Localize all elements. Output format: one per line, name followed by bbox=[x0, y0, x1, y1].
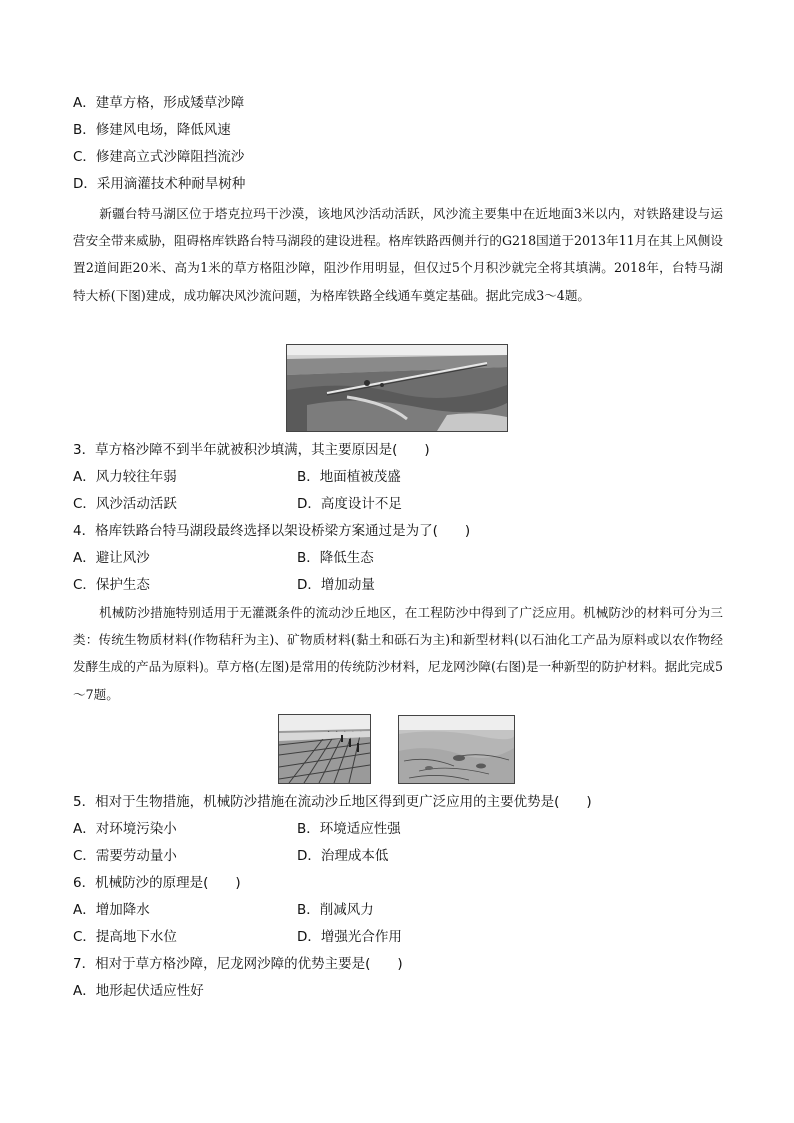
q7-option-a: A．地形起伏适应性好 bbox=[73, 983, 204, 999]
q2-option-a: A．建草方格，形成矮草沙障 bbox=[73, 95, 245, 111]
passage-mechanical-sand-control-text: 机械防沙措施特别适用于无灌溉条件的流动沙丘地区，在工程防沙中得到了广泛应用。机械防沙的材料可分为三类：传统生物质材料(作物秸秆为主)、矿物质材料(黏土和砾石为主)和新型材料(以石油化工产品为原料或以农作物经发酵生成的产品为原料)。草方格(左图)是常用的传统防沙材料，尼龙网沙障(右图)是一种新型的防护材料。据此完成5～7题。 bbox=[73, 605, 723, 702]
q5-option-d: D．治理成本低 bbox=[297, 848, 389, 864]
q5-option-b: B．环境适应性强 bbox=[297, 821, 401, 837]
bridge-photo bbox=[286, 344, 508, 432]
passage-mechanical-sand-control bbox=[73, 599, 723, 708]
q6-option-a: A．增加降水 bbox=[73, 902, 150, 918]
q6-stem: 6．机械防沙的原理是( ) bbox=[73, 875, 241, 891]
q2-option-c: C．修建高立式沙障阻挡流沙 bbox=[73, 149, 245, 165]
q4-option-d: D．增加动量 bbox=[297, 577, 375, 593]
q3-option-c: C．风沙活动活跃 bbox=[73, 496, 177, 512]
nylon-net-barrier-photo bbox=[398, 715, 515, 784]
q2-option-b: B．修建风电场，降低风速 bbox=[73, 122, 231, 138]
q6-option-c: C．提高地下水位 bbox=[73, 929, 177, 945]
q3-option-a: A．风力较往年弱 bbox=[73, 469, 177, 485]
q6-option-b: B．削减风力 bbox=[297, 902, 374, 918]
q5-option-a: A．对环境污染小 bbox=[73, 821, 177, 837]
passage-taitema-lake bbox=[73, 200, 723, 309]
q6-option-d: D．增强光合作用 bbox=[297, 929, 402, 945]
q3-option-b: B．地面植被茂盛 bbox=[297, 469, 401, 485]
passage-taitema-lake-text: 新疆台特马湖区位于塔克拉玛干沙漠，该地风沙活动活跃，风沙流主要集中在近地面3米以内，对铁路建设与运营安全带来威胁，阻碍格库铁路台特马湖段的建设进程。格库铁路西侧并行的G218国道于2013年11月在其上风侧设置2道间距20米、高为1米的草方格阻沙障，阻沙作用明显，但仅过5个月积沙就完全将其填满。2018年，台特马湖特大桥(下图)建成，成功解决风沙流问题，为格库铁路全线通车奠定基础。据此完成3～4题。 bbox=[73, 206, 723, 303]
straw-checkerboard-photo bbox=[278, 714, 371, 784]
q5-option-c: C．需要劳动量小 bbox=[73, 848, 177, 864]
q4-stem: 4．格库铁路台特马湖段最终选择以架设桥梁方案通过是为了( ) bbox=[73, 523, 471, 539]
q4-option-b: B．降低生态 bbox=[297, 550, 374, 566]
q3-stem: 3．草方格沙障不到半年就被积沙填满，其主要原因是( ) bbox=[73, 442, 430, 458]
q4-option-a: A．避让风沙 bbox=[73, 550, 150, 566]
q2-option-d: D．采用滴灌技术种耐旱树种 bbox=[73, 176, 246, 192]
q3-option-d: D．高度设计不足 bbox=[297, 496, 402, 512]
q5-stem: 5．相对于生物措施，机械防沙措施在流动沙丘地区得到更广泛应用的主要优势是( ) bbox=[73, 794, 592, 810]
q4-option-c: C．保护生态 bbox=[73, 577, 150, 593]
q7-stem: 7．相对于草方格沙障，尼龙网沙障的优势主要是( ) bbox=[73, 956, 403, 972]
